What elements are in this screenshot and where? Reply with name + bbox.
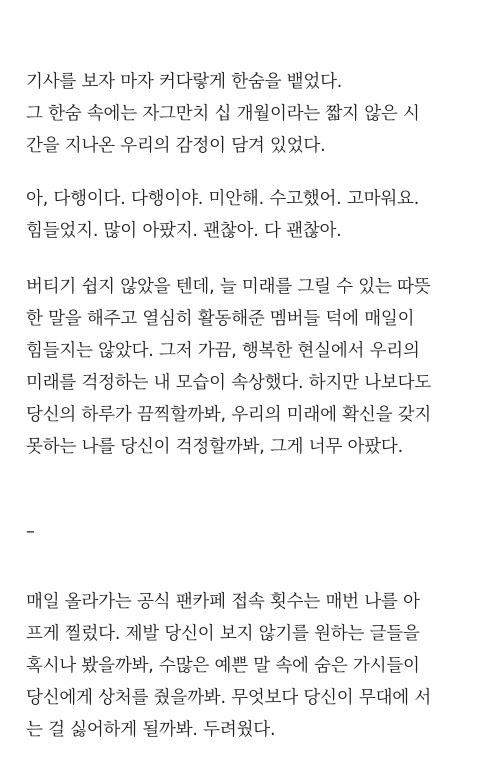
text-line: 당신에게 상처를 줬을까봐. 무엇보다 당신이 무대에 서 xyxy=(26,688,432,708)
text-line: 한 말을 해주고 열심히 활동해준 멤버들 덕에 매일이 xyxy=(26,309,415,329)
text-line: 못하는 나를 당신이 걱정할까봐, 그게 너무 아팠다. xyxy=(26,437,404,457)
paragraph-1 xyxy=(26,66,472,162)
text-line: 힘들었지. 많이 아팠지. 괜찮아. 다 괜찮아. xyxy=(26,221,342,241)
paragraph-2 xyxy=(26,183,472,247)
text-line: 힘들지는 않았다. 그저 가끔, 행복한 현실에서 우리의 xyxy=(26,341,420,361)
text-line: 당신의 하루가 끔찍할까봐, 우리의 미래에 확신을 갖지 xyxy=(26,405,432,425)
text-line: 프게 찔렀다. 제발 당신이 보지 않기를 원하는 글들을 xyxy=(26,624,420,644)
paragraph-3 xyxy=(26,271,472,463)
section-divider xyxy=(26,516,472,548)
text-line: 간을 지나온 우리의 감정이 담겨 있었다. xyxy=(26,136,326,156)
text-line: 아, 다행이다. 다행이야. 미안해. 수고했어. 고마워요. xyxy=(26,189,420,209)
text-line: 혹시나 봤을까봐, 수많은 예쁜 말 속에 숨은 가시들이 xyxy=(26,656,420,676)
text-line: 매일 올라가는 공식 팬카페 접속 횟수는 매번 나를 아 xyxy=(26,592,420,612)
text-line: 그 한숨 속에는 자그만치 십 개월이라는 짧지 않은 시 xyxy=(26,104,420,124)
paragraph-4 xyxy=(26,586,472,746)
text-line: 미래를 걱정하는 내 모습이 속상했다. 하지만 나보다도 xyxy=(26,373,432,393)
text-line: 기사를 보자 마자 커다랗게 한숨을 뱉었다. xyxy=(26,72,343,92)
divider-mark: – xyxy=(26,522,35,542)
text-line: 버티기 쉽지 않았을 텐데, 늘 미래를 그릴 수 있는 따뜻 xyxy=(26,277,431,297)
text-line: 는 걸 싫어하게 될까봐. 두려웠다. xyxy=(26,720,276,740)
